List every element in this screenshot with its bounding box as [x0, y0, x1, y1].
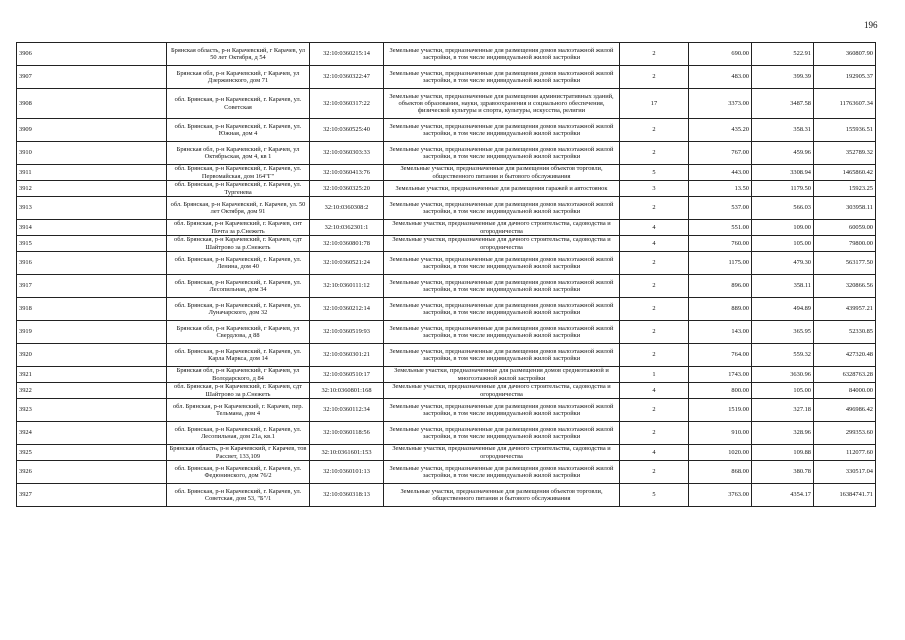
row-number: 3911: [17, 165, 167, 181]
address-cell: обл. Брянская, р-н Карачевский, г. Карачев, ул. Советская, дом 53, "Б"/1: [167, 484, 310, 507]
group-cell: 2: [620, 119, 689, 142]
cadastral-value-table: [16, 42, 876, 507]
cadastral-number-cell: 32:10:0361601:153: [310, 445, 384, 461]
group-cell: 4: [620, 236, 689, 252]
land-use-cell: Земельные участки, предназначенные для размещения гаражей и автостоянок: [384, 181, 620, 197]
cadastral-value-cell: 1465860.42: [814, 165, 876, 181]
row-number: 3907: [17, 66, 167, 89]
land-use-cell: Земельные участки, предназначенные для размещения домов малоэтажной жилой застройки, в том числе индивидуальной жилой застройки: [384, 66, 620, 89]
cadastral-number-cell: 32:10:0360801:78: [310, 236, 384, 252]
cadastral-number-cell: 32:10:0360118:56: [310, 422, 384, 445]
group-cell: 1: [620, 367, 689, 383]
specific-value-cell: 1179.50: [752, 181, 814, 197]
row-number: 3915: [17, 236, 167, 252]
address-cell: Брянская область, р-н Карачевский, г Карачев, ул 50 лет Октября, д 54: [167, 43, 310, 66]
address-cell: обл. Брянская, р-н Карачевский, г. Карачев, ул. Федюнинского, дом 76/2: [167, 461, 310, 484]
cadastral-value-cell: 16384741.71: [814, 484, 876, 507]
cadastral-value-cell: 112077.60: [814, 445, 876, 461]
row-number: 3908: [17, 89, 167, 119]
address-cell: обл. Брянская, р-н Карачевский, г. Карачев, ул. Карла Маркса, дом 14: [167, 344, 310, 367]
group-cell: 17: [620, 89, 689, 119]
group-cell: 2: [620, 461, 689, 484]
group-cell: 3: [620, 181, 689, 197]
table-row: [17, 252, 876, 275]
row-number: 3912: [17, 181, 167, 197]
land-use-cell: Земельные участки, предназначенные для размещения административных зданий, объектов образования, науки, здравоохранения и социального обеспечения, физической культуры и спорта, культуры, искусства, религии: [384, 89, 620, 119]
cadastral-number-cell: 32:10:0360521:24: [310, 252, 384, 275]
land-use-cell: Земельные участки, предназначенные для дачного строительства, садоводства и огородничества: [384, 220, 620, 236]
cadastral-value-cell: 84000.00: [814, 383, 876, 399]
cadastral-number-cell: 32:10:0360112:34: [310, 399, 384, 422]
group-cell: 2: [620, 298, 689, 321]
group-cell: 4: [620, 383, 689, 399]
group-cell: 2: [620, 344, 689, 367]
group-cell: 4: [620, 445, 689, 461]
address-cell: обл. Брянская, р-н Карачевский, г. Карачев, снт Почта за р.Снежеть: [167, 220, 310, 236]
area-cell: 800.00: [689, 383, 752, 399]
cadastral-value-cell: 352789.32: [814, 142, 876, 165]
table-row: [17, 275, 876, 298]
row-number: 3923: [17, 399, 167, 422]
specific-value-cell: 358.11: [752, 275, 814, 298]
group-cell: 2: [620, 422, 689, 445]
land-use-cell: Земельные участки, предназначенные для размещения домов малоэтажной жилой застройки, в том числе индивидуальной жилой застройки: [384, 321, 620, 344]
specific-value-cell: 109.88: [752, 445, 814, 461]
group-cell: 2: [620, 321, 689, 344]
area-cell: 910.00: [689, 422, 752, 445]
cadastral-number-cell: 32:10:0360318:13: [310, 484, 384, 507]
area-cell: 868.00: [689, 461, 752, 484]
address-cell: обл. Брянская, р-н Карачевский, г. Карачев, ул. Южная, дом 4: [167, 119, 310, 142]
group-cell: 2: [620, 66, 689, 89]
specific-value-cell: 4354.17: [752, 484, 814, 507]
specific-value-cell: 358.31: [752, 119, 814, 142]
address-cell: Брянская обл, р-н Карачевский, г Карачев, ул Дзержинского, дом 71: [167, 66, 310, 89]
table-row: [17, 165, 876, 181]
area-cell: 483.00: [689, 66, 752, 89]
address-cell: Брянская обл, р-н Карачевский, г Карачев, ул Свердлова, д 88: [167, 321, 310, 344]
cadastral-value-cell: 330517.04: [814, 461, 876, 484]
cadastral-value-cell: 563177.50: [814, 252, 876, 275]
address-cell: обл. Брянская, р-н Карачевский, г. Карачев, ул. Тургенева: [167, 181, 310, 197]
cadastral-number-cell: 32:10:0360101:13: [310, 461, 384, 484]
address-cell: обл. Брянская, р-н Карачевский, г. Карачев, ул. 50 лет Октября, дом 91: [167, 197, 310, 220]
land-use-cell: Земельные участки, предназначенные для дачного строительства, садоводства и огородничества: [384, 383, 620, 399]
cadastral-value-cell: 360807.90: [814, 43, 876, 66]
cadastral-number-cell: 32:10:0362301:1: [310, 220, 384, 236]
address-cell: Брянская обл, р-н Карачевский, г Карачев, ул Володарского, д 84: [167, 367, 310, 383]
row-number: 3914: [17, 220, 167, 236]
table-row: [17, 43, 876, 66]
table-row: [17, 89, 876, 119]
specific-value-cell: 327.18: [752, 399, 814, 422]
land-use-cell: Земельные участки, предназначенные для размещения домов малоэтажной жилой застройки, в том числе индивидуальной жилой застройки: [384, 252, 620, 275]
land-use-cell: Земельные участки, предназначенные для размещения домов малоэтажной жилой застройки, в том числе индивидуальной жилой застройки: [384, 461, 620, 484]
address-cell: обл. Брянская, р-н Карачевский, г. Карачев, ул. Лесопильная, дом 34: [167, 275, 310, 298]
land-use-cell: Земельные участки, предназначенные для дачного строительства, садоводства и огородничества: [384, 236, 620, 252]
cadastral-number-cell: 32:10:0360215:14: [310, 43, 384, 66]
table-row: [17, 220, 876, 236]
address-cell: обл. Брянская, р-н Карачевский, г. Карачев, ул. Луначарского, дом 32: [167, 298, 310, 321]
specific-value-cell: 522.91: [752, 43, 814, 66]
area-cell: 1020.00: [689, 445, 752, 461]
specific-value-cell: 399.39: [752, 66, 814, 89]
area-cell: 537.00: [689, 197, 752, 220]
specific-value-cell: 109.00: [752, 220, 814, 236]
group-cell: 2: [620, 399, 689, 422]
area-cell: 690.00: [689, 43, 752, 66]
cadastral-number-cell: 32:10:0360301:21: [310, 344, 384, 367]
group-cell: 2: [620, 275, 689, 298]
table-row: [17, 461, 876, 484]
table-row: [17, 66, 876, 89]
land-use-cell: Земельные участки, предназначенные для размещения объектов торговли, общественного питания и бытового обслуживания: [384, 484, 620, 507]
land-use-cell: Земельные участки, предназначенные для размещения домов малоэтажной жилой застройки, в том числе индивидуальной жилой застройки: [384, 119, 620, 142]
specific-value-cell: 3308.94: [752, 165, 814, 181]
group-cell: 2: [620, 197, 689, 220]
land-use-cell: Земельные участки, предназначенные для размещения домов малоэтажной жилой застройки, в том числе индивидуальной жилой застройки: [384, 422, 620, 445]
row-number: 3918: [17, 298, 167, 321]
cadastral-number-cell: 32:10:0360325:20: [310, 181, 384, 197]
land-use-cell: Земельные участки, предназначенные для размещения домов малоэтажной жилой застройки, в том числе индивидуальной жилой застройки: [384, 399, 620, 422]
address-cell: обл. Брянская, р-н Карачевский, г. Карачев, сдт Шайтрово за р.Снежеть: [167, 383, 310, 399]
cadastral-value-cell: 192905.37: [814, 66, 876, 89]
area-cell: 443.00: [689, 165, 752, 181]
specific-value-cell: 105.00: [752, 383, 814, 399]
cadastral-number-cell: 32:10:0360212:14: [310, 298, 384, 321]
row-number: 3909: [17, 119, 167, 142]
page-number: 196: [864, 20, 878, 30]
land-use-cell: Земельные участки, предназначенные для размещения домов малоэтажной жилой застройки, в том числе индивидуальной жилой застройки: [384, 298, 620, 321]
cadastral-value-cell: 303958.11: [814, 197, 876, 220]
group-cell: 5: [620, 165, 689, 181]
cadastral-value-cell: 11763607.34: [814, 89, 876, 119]
table-row: [17, 197, 876, 220]
specific-value-cell: 105.00: [752, 236, 814, 252]
row-number: 3913: [17, 197, 167, 220]
cadastral-number-cell: 32:10:0360308:2: [310, 197, 384, 220]
cadastral-value-cell: 60059.00: [814, 220, 876, 236]
cadastral-value-cell: 320866.56: [814, 275, 876, 298]
specific-value-cell: 3630.96: [752, 367, 814, 383]
cadastral-number-cell: 32:10:0360801:168: [310, 383, 384, 399]
area-cell: 896.00: [689, 275, 752, 298]
row-number: 3906: [17, 43, 167, 66]
specific-value-cell: 566.03: [752, 197, 814, 220]
address-cell: обл. Брянская, р-н Карачевский, г. Карачев, ул. Ленина, дом 40: [167, 252, 310, 275]
cadastral-value-cell: 52330.85: [814, 321, 876, 344]
land-use-cell: Земельные участки, предназначенные для дачного строительства, садоводства и огородничества: [384, 445, 620, 461]
cadastral-value-cell: 299353.60: [814, 422, 876, 445]
row-number: 3917: [17, 275, 167, 298]
row-number: 3920: [17, 344, 167, 367]
address-cell: Брянская область, р-н Карачевский, г Карачев, тов Рассвет, 133,109: [167, 445, 310, 461]
cadastral-value-cell: 15923.25: [814, 181, 876, 197]
cadastral-value-cell: 155936.51: [814, 119, 876, 142]
table-row: [17, 236, 876, 252]
table-row: [17, 321, 876, 344]
row-number: 3924: [17, 422, 167, 445]
cadastral-number-cell: 32:10:0360317:22: [310, 89, 384, 119]
cadastral-number-cell: 32:10:0360322:47: [310, 66, 384, 89]
table-row: [17, 142, 876, 165]
row-number: 3921: [17, 367, 167, 383]
specific-value-cell: 559.32: [752, 344, 814, 367]
table-row: [17, 344, 876, 367]
row-number: 3925: [17, 445, 167, 461]
table-row: [17, 399, 876, 422]
row-number: 3927: [17, 484, 167, 507]
table-row: [17, 422, 876, 445]
address-cell: обл. Брянская, р-н Карачевский, г. Карачев, пер. Тельмана, дом 4: [167, 399, 310, 422]
table-row: [17, 119, 876, 142]
cadastral-number-cell: 32:10:0360519:93: [310, 321, 384, 344]
area-cell: 3763.00: [689, 484, 752, 507]
cadastral-number-cell: 32:10:0360413:76: [310, 165, 384, 181]
specific-value-cell: 3487.58: [752, 89, 814, 119]
cadastral-value-cell: 439957.21: [814, 298, 876, 321]
table-row: [17, 445, 876, 461]
area-cell: 551.00: [689, 220, 752, 236]
row-number: 3926: [17, 461, 167, 484]
address-cell: обл. Брянская, р-н Карачевский, г. Карачев, ул. Первомайская, дом 164"Г": [167, 165, 310, 181]
address-cell: обл. Брянская, р-н Карачевский, г. Карачев, ул. Советская: [167, 89, 310, 119]
area-cell: 767.00: [689, 142, 752, 165]
land-use-cell: Земельные участки, предназначенные для размещения домов малоэтажной жилой застройки, в том числе индивидуальной жилой застройки: [384, 197, 620, 220]
land-use-cell: Земельные участки, предназначенные для размещения объектов торговли, общественного питания и бытового обслуживания: [384, 165, 620, 181]
table-row: [17, 181, 876, 197]
row-number: 3910: [17, 142, 167, 165]
cadastral-value-cell: 79800.00: [814, 236, 876, 252]
area-cell: 764.00: [689, 344, 752, 367]
group-cell: 4: [620, 220, 689, 236]
cadastral-number-cell: 32:10:0360525:40: [310, 119, 384, 142]
area-cell: 760.00: [689, 236, 752, 252]
group-cell: 2: [620, 43, 689, 66]
land-use-cell: Земельные участки, предназначенные для размещения домов малоэтажной жилой застройки, в том числе индивидуальной жилой застройки: [384, 344, 620, 367]
area-cell: 3373.00: [689, 89, 752, 119]
table-row: [17, 484, 876, 507]
row-number: 3922: [17, 383, 167, 399]
table-row: [17, 367, 876, 383]
area-cell: 889.00: [689, 298, 752, 321]
group-cell: 5: [620, 484, 689, 507]
specific-value-cell: 365.95: [752, 321, 814, 344]
land-use-cell: Земельные участки, предназначенные для размещения домов малоэтажной жилой застройки, в том числе индивидуальной жилой застройки: [384, 275, 620, 298]
specific-value-cell: 459.96: [752, 142, 814, 165]
group-cell: 2: [620, 252, 689, 275]
specific-value-cell: 328.96: [752, 422, 814, 445]
area-cell: 1743.00: [689, 367, 752, 383]
row-number: 3919: [17, 321, 167, 344]
group-cell: 2: [620, 142, 689, 165]
row-number: 3916: [17, 252, 167, 275]
specific-value-cell: 479.30: [752, 252, 814, 275]
land-use-cell: Земельные участки, предназначенные для размещения домов среднеэтажной и многоэтажной жилой застройки: [384, 367, 620, 383]
specific-value-cell: 380.78: [752, 461, 814, 484]
area-cell: 1519.00: [689, 399, 752, 422]
cadastral-value-cell: 427320.48: [814, 344, 876, 367]
land-use-cell: Земельные участки, предназначенные для размещения домов малоэтажной жилой застройки, в том числе индивидуальной жилой застройки: [384, 142, 620, 165]
address-cell: Брянская обл, р-н Карачевский, г Карачев, ул Октябрьская, дом 4, кв 1: [167, 142, 310, 165]
area-cell: 13.50: [689, 181, 752, 197]
area-cell: 1175.00: [689, 252, 752, 275]
cadastral-number-cell: 32:10:0360510:17: [310, 367, 384, 383]
area-cell: 435.20: [689, 119, 752, 142]
cadastral-number-cell: 32:10:0360111:12: [310, 275, 384, 298]
cadastral-value-cell: 6328763.28: [814, 367, 876, 383]
specific-value-cell: 494.89: [752, 298, 814, 321]
table-row: [17, 298, 876, 321]
table-row: [17, 383, 876, 399]
address-cell: обл. Брянская, р-н Карачевский, г. Карачев, сдт Шайтрово за р.Снежеть: [167, 236, 310, 252]
area-cell: 143.00: [689, 321, 752, 344]
cadastral-value-cell: 496986.42: [814, 399, 876, 422]
address-cell: обл. Брянская, р-н Карачевский, г. Карачев, ул. Лесопильная, дом 21а, кв.1: [167, 422, 310, 445]
land-use-cell: Земельные участки, предназначенные для размещения домов малоэтажной жилой застройки, в том числе индивидуальной жилой застройки: [384, 43, 620, 66]
cadastral-number-cell: 32:10:0360303:33: [310, 142, 384, 165]
